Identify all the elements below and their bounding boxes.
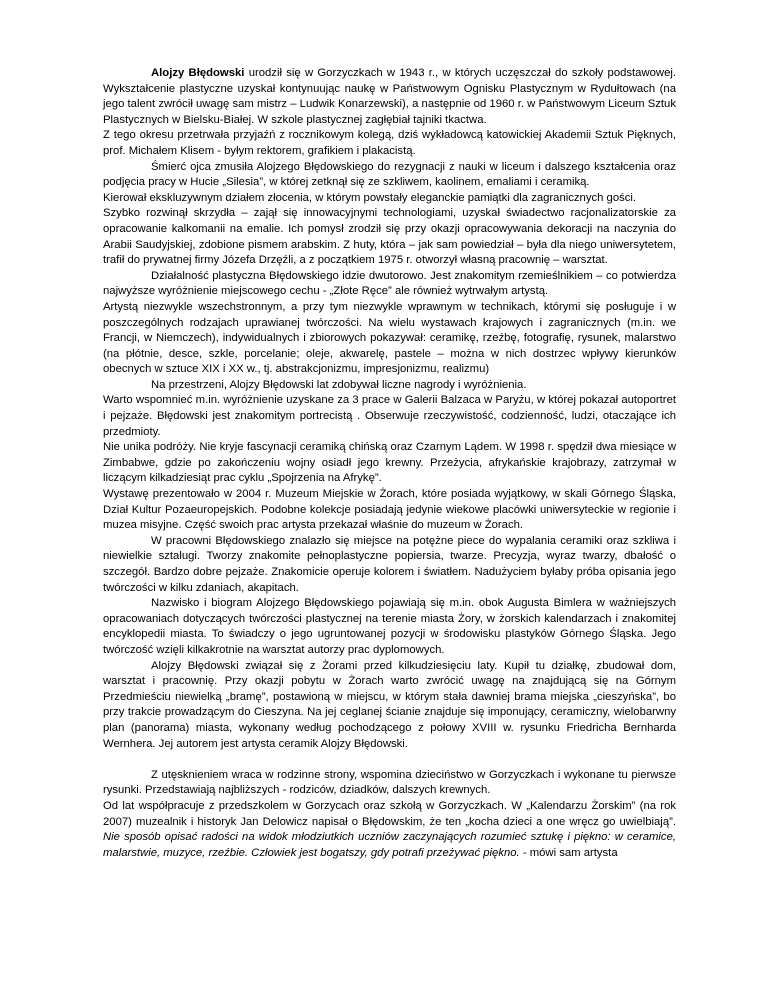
paragraph-10: Nie unika podróży. Nie kryje fascynacji ceramiką chińską oraz Czarnym Lądem. W 1998 r. spędził dwa miesiące w Zimbabwe, gdzie po zakończeniu wojny osiadł jego krewny. Przeżycia, afrykańskie krajobrazy, zatrzymał w liczącym kilkadziesiąt prac cyklu „Spojrzenia na Afrykę”. [103, 441, 676, 485]
biography-body [103, 66, 676, 752]
paragraph-14: Alojzy Błędowski związał się z Żorami przed kilkudziesięciu laty. Kupił tu działkę, zbudował dom, warsztat i pracownię. Przy okazji pobytu w Żorach warto zwrócić uwagę na znajdującą się na Górnym Przedmieściu niewielką „bramę”, postawioną w miejscu, w którym stała dawniej brama miejska „cieszyńska”, bo przy trakcie prowadzącym do Cieszyna. Na jej ceglanej ścianie znajduje się imponujący, ceramiczny, wielobarwny plan (panorama) miasta, wykonany według pochodzącego z połowy XVIII w. rysunku Friedricha Bernharda Wernhera. Jej autorem jest artysta ceramik Alojzy Błędowski. [103, 659, 676, 750]
paragraph-8: Na przestrzeni, Alojzy Błędowski lat zdobywał liczne nagrody i wyróżnienia. [151, 378, 527, 391]
artist-name: Alojzy Błędowski [151, 67, 245, 79]
closing-paragraph-2 [103, 799, 676, 861]
paragraph-7: Artystą niezwykle wszechstronnym, a przy tym niezwykle wprawnym w technikach, którymi się posługuje i w poszczególnych rodzajach uprawianej twórczości. Na wielu wystawach krajowych i zagranicznych (m.in. we Francji, w Niemczech), indywidualnych i zbiorowych pokazywał: ceramikę, rzeźbę, fotografię, rysunek, malarstwo (na płótnie, desce, szkle, porcelanie; oleje, akwarelę, pastele – można w nich dostrzec wpływy kierunków obecnych w sztuce XIX i XX w., tj. abstrakcjonizmu, impresjonizmu, realizmu) [103, 300, 676, 376]
paragraph-9: Warto wspomnieć m.in. wyróżnienie uzyskane za 3 prace w Galerii Balzaca w Paryżu, w której pokazał autoportret i pejzaże. Błędowski jest znakomitym portrecistą . Obserwuje rzeczywistość, codzienność, ludzi, otaczające ich przedmioty. [103, 394, 676, 438]
paragraph-12: W pracowni Błędowskiego znalazło się miejsce na potężne piece do wypalania ceramiki oraz szkliwa i niewielkie sztalugi. Tworzy znakomite pełnoplastyczne popiersia, twarze. Precyzja, wyraz twarzy, dbałość o szczegół. Bardzo dobre pejzaże. Znakomicie operuje kolorem i światłem. Nadużyciem byłaby próba opisania jego twórczości w kilku zdaniach, akapitach. [103, 534, 676, 594]
quote-attribution: - mówi sam artysta [519, 846, 618, 859]
section-gap [103, 752, 676, 768]
paragraph-1 [103, 66, 676, 128]
paragraph-2: Z tego okresu przetrwała przyjaźń z rocznikowym kolegą, dziś wykładowcą katowickiej Akademii Sztuk Pięknych, prof. Michałem Klisem - byłym rektorem, grafikiem i plakacistą. [103, 129, 676, 157]
artist-quote: Nie sposób opisać radości na widok młodziutkich uczniów zaczynających rozumieć sztukę i piękno: w ceramice, malarstwie, muzyce, rzeźbie. Człowiek jest bogatszy, gdy potrafi przeżywać piękno. [103, 831, 676, 859]
paragraph-1-text: urodził się w Gorzyczkach w 1943 r., w których uczęszczał do szkoły podstawowej. Wykształcenie plastyczne uzyskał kontynuując naukę w Państwowym Ognisku Plastycznym w Rydułtowach (na jego talent zwrócił uwagę sam mistrz – Ludwik Konarzewski), a następnie od 1960 r. w Państwowym Liceum Sztuk Plastycznych w Bielsku-Białej. W szkole plastycznej zagłębiał tajniki tkactwa. [103, 67, 676, 126]
closing-section [103, 768, 676, 862]
paragraph-6: Działalność plastyczna Błędowskiego idzie dwutorowo. Jest znakomitym rzemieślnikiem – co potwierdza najwyższe wyróżnienie miejscowego cechu - „Złote Ręce” ale również wytrwałym artystą. [103, 269, 676, 298]
paragraph-3: Śmierć ojca zmusiła Alojzego Błędowskiego do rezygnacji z nauki w liceum i dalszego kształcenia oraz podjęcia pracy w Hucie „Silesia”, w której zetknął się ze szkliwem, kaolinem, emaliami i ceramiką. [103, 160, 676, 189]
paragraph-4: Kierował ekskluzywnym działem złocenia, w którym powstały eleganckie pamiątki dla zagranicznych gości. [103, 191, 637, 204]
closing-paragraph-1: Z utęsknieniem wraca w rodzinne strony, wspomina dzieciństwo w Gorzyczkach i wykonane tu pierwsze rysunki. Przedstawiają najbliższych - rodziców, dziadków, dalszych krewnych. [103, 768, 676, 797]
paragraph-13: Nazwisko i biogram Alojzego Błędowskiego pojawiają się m.in. obok Augusta Bimlera w ważniejszych opracowaniach dotyczących twórczości plastycznej na terenie miasta Żory, w żorskich kalendarzach i znakomitej encyklopedii miasta. To świadczy o jego ugruntowanej pozycji w środowisku plastyków Górnego Śląska. Jego twórczość wzięli kilkakrotnie na warsztat autorzy prac dyplomowych. [103, 597, 676, 656]
paragraph-11: Wystawę prezentowało w 2004 r. Muzeum Miejskie w Żorach, które posiada wyjątkowy, w skali Górnego Śląska, Dział Kultur Pozaeuropejskich. Podobne kolekcje posiadają jedynie wiekowe placówki uniwersyteckie w regionie i muzea misyjne. Część swoich prac artysta przekazał właśnie do muzeum w Żorach. [103, 488, 676, 532]
paragraph-5: Szybko rozwinął skrzydła – zajął się innowacyjnymi technologiami, uzyskał świadectwo racjonalizatorskie za opracowanie kalkomanii na emalie. Ich pomysł zrodził się przy okazji opracowywania dekoracji na naczynia do Arabii Saudyjskiej, zdobione pismem arabskim. Z huty, która – jak sam powiedział – była dla niego uniwersytetem, trafił do prywatnej firmy Józefa Drzęźli, a z początkiem 1975 r. otworzył własną pracownię – warsztat. [103, 207, 676, 267]
closing-paragraph-2-text: Od lat współpracuje z przedszkolem w Gorzycach oraz szkołą w Gorzyczkach. W „Kalendarzu Żorskim” (na rok 2007) muzealnik i historyk Jan Delowicz napisał o Błędowskim, że ten „kocha dzieci a one wręcz go uwielbiają”. [103, 799, 676, 828]
